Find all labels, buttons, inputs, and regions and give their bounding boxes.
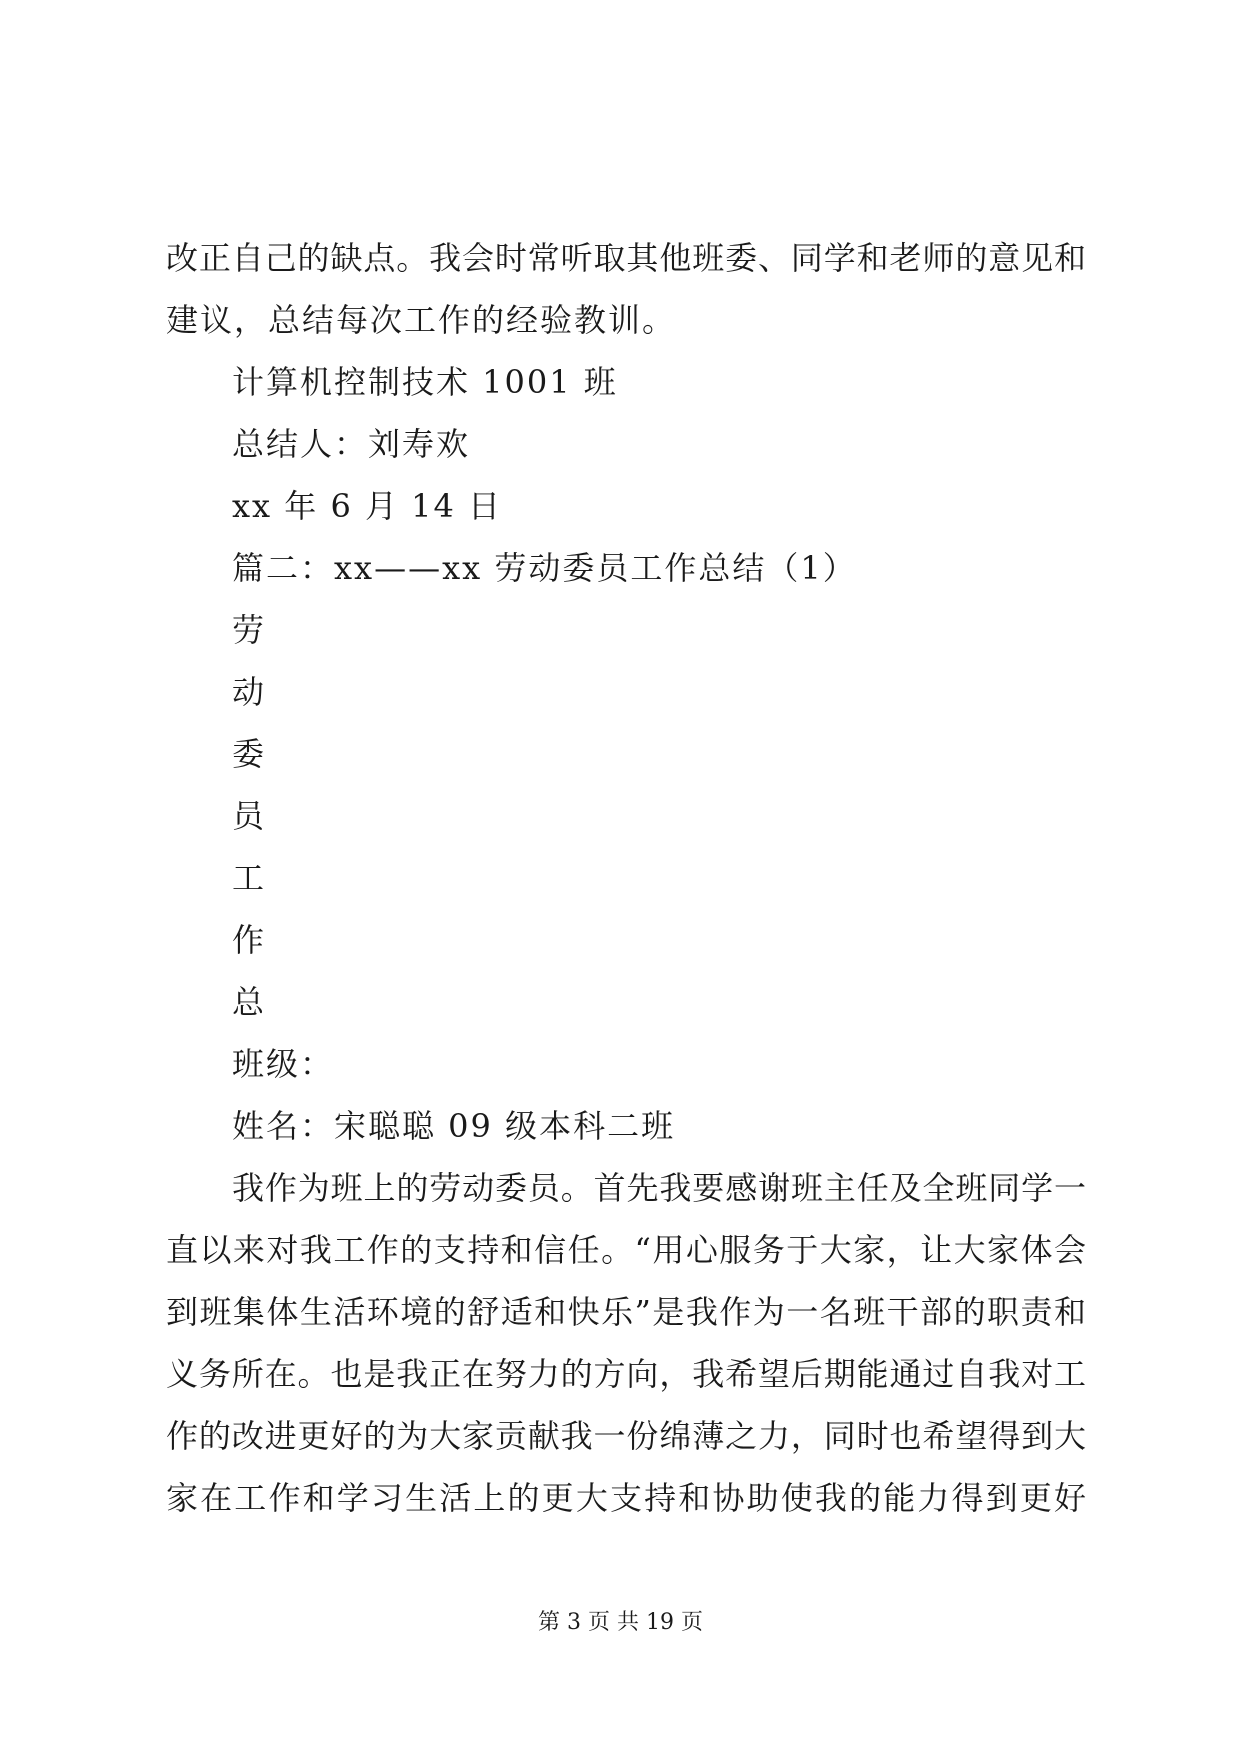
- class-label-line: 班级：: [232, 1045, 335, 1083]
- paragraph-line: 我作为班上的劳动委员。首先我要感谢班主任及全班同学一: [232, 1169, 1086, 1207]
- page-number-footer: 第 3 页 共 19 页: [538, 1610, 703, 1635]
- vertical-title-char: 员: [232, 797, 267, 835]
- class-name-line: 计算机控制技术 1001 班: [232, 363, 618, 401]
- date-line: xx 年 6 月 14 日: [232, 487, 503, 525]
- vertical-title-char: 作: [232, 921, 267, 959]
- paragraph-line: 建议，总结每次工作的经验教训。: [166, 301, 677, 339]
- paragraph-line: 家在工作和学习生活上的更大支持和协助使我的能力得到更好: [166, 1479, 1086, 1517]
- name-label-line: 姓名：宋聪聪 09 级本科二班: [232, 1107, 676, 1145]
- vertical-title-char: 动: [232, 673, 267, 711]
- vertical-title-char: 总: [232, 983, 267, 1021]
- vertical-title-char: 工: [232, 859, 267, 897]
- vertical-title-char: 委: [232, 735, 267, 773]
- paragraph-line: 到班集体生活环境的舒适和快乐”是我作为一名班干部的职责和: [166, 1293, 1086, 1331]
- paragraph-line: 改正自己的缺点。我会时常听取其他班委、同学和老师的意见和: [166, 239, 1086, 277]
- section-heading: 篇二：xx——xx 劳动委员工作总结（1）: [232, 549, 857, 587]
- vertical-title-char: 劳: [232, 611, 267, 649]
- paragraph-line: 义务所在。也是我正在努力的方向，我希望后期能通过自我对工: [166, 1355, 1086, 1393]
- paragraph-line: 作的改进更好的为大家贡献我一份绵薄之力，同时也希望得到大: [166, 1417, 1086, 1455]
- paragraph-line: 直以来对我工作的支持和信任。“用心服务于大家，让大家体会: [166, 1231, 1086, 1269]
- author-line: 总结人：刘寿欢: [232, 425, 471, 463]
